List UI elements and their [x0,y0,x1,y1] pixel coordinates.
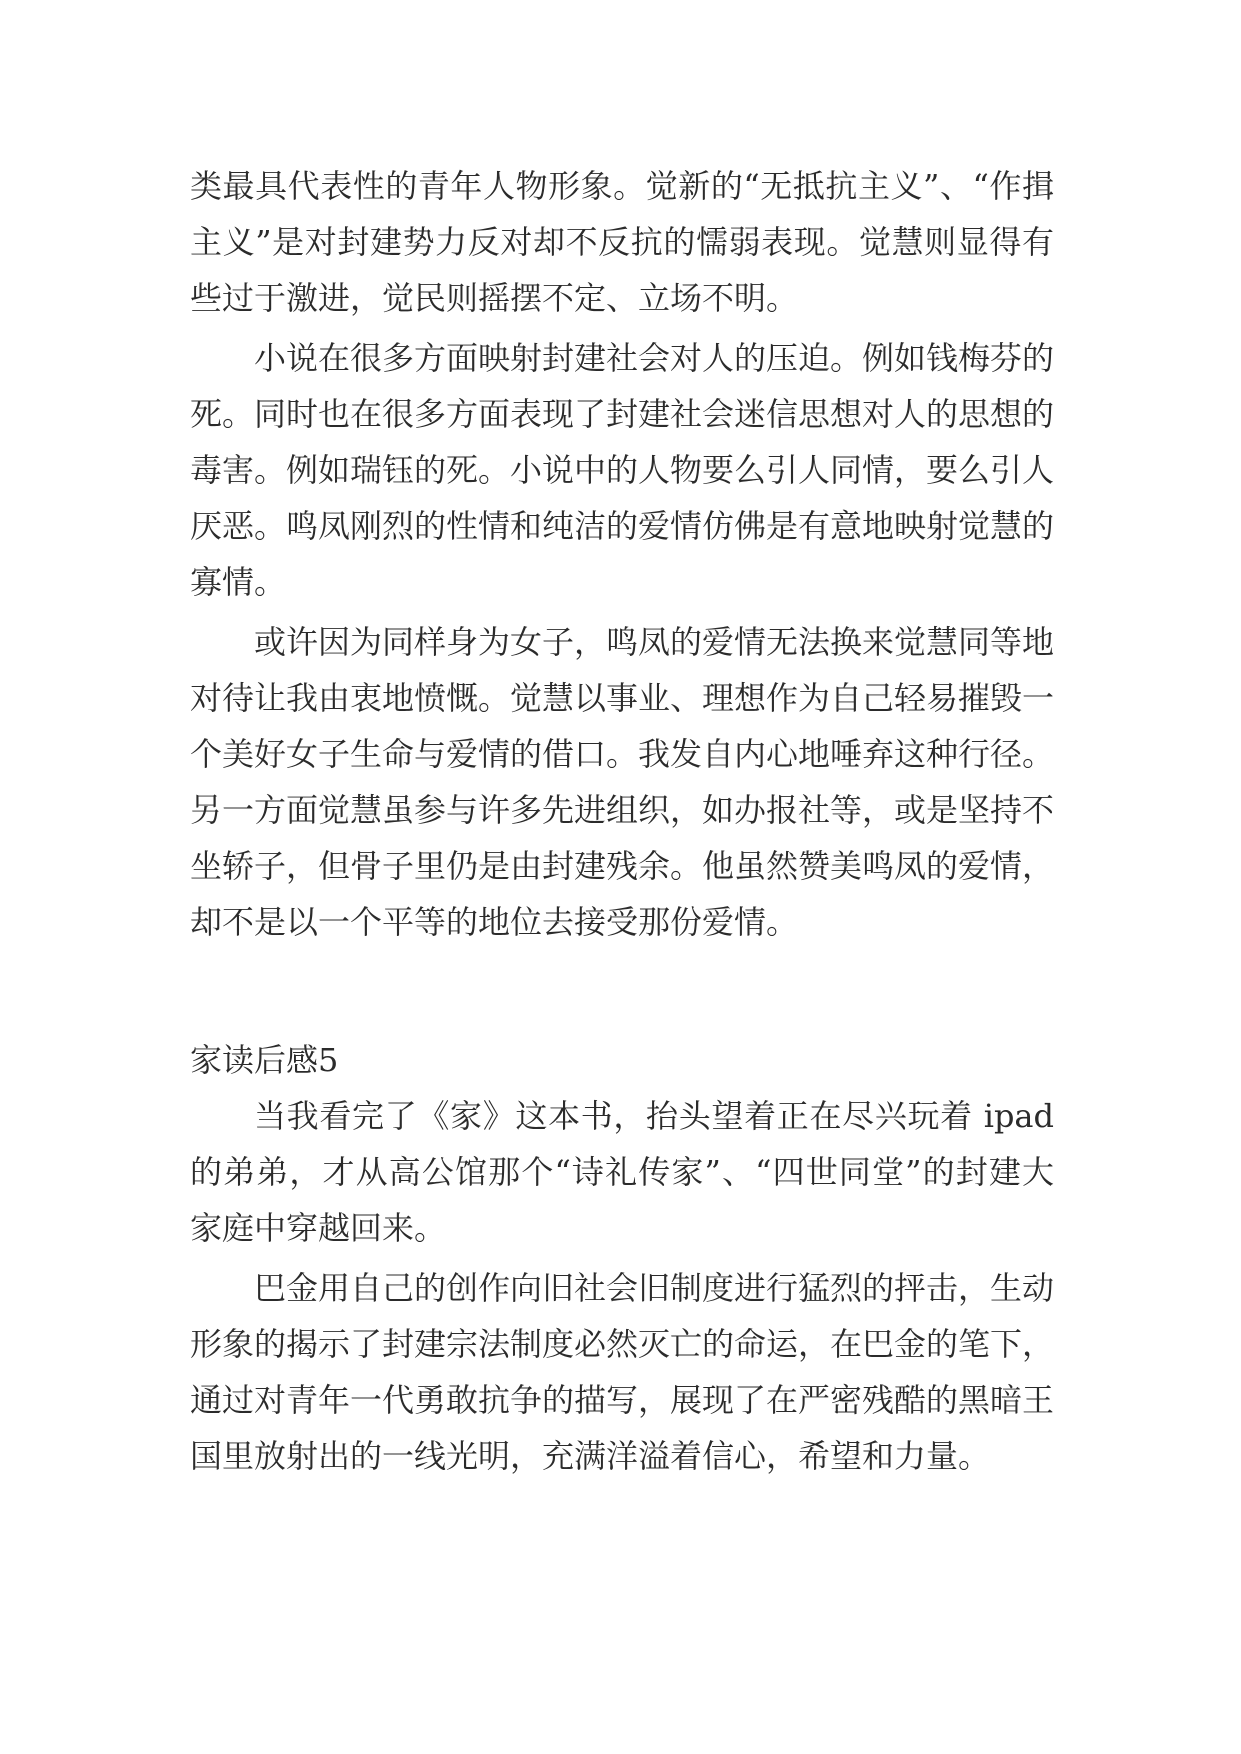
essay-section-1 [190,158,1054,950]
section-heading: 家读后感5 [190,1041,339,1079]
paragraph-5: 巴金用自己的创作向旧社会旧制度进行猛烈的抨击，生动形象的揭示了封建宗法制度必然灭亡的命运，在巴金的笔下，通过对青年一代勇敢抗争的描写，展现了在严密残酷的黑暗王国里放射出的一线光明，充满洋溢着信心，希望和力量。 [190,1269,1055,1475]
essay-section-2 [190,1032,1054,1484]
paragraph-2: 小说在很多方面映射封建社会对人的压迫。例如钱梅芬的死。同时也在很多方面表现了封建社会迷信思想对人的思想的毒害。例如瑞钰的死。小说中的人物要么引人同情，要么引人厌恶。鸣凤刚烈的性情和纯洁的爱情仿佛是有意地映射觉慧的寡情。 [190,339,1055,601]
paragraph-3: 或许因为同样身为女子，鸣凤的爱情无法换来觉慧同等地对待让我由衷地愤慨。觉慧以事业、理想作为自己轻易摧毁一个美好女子生命与爱情的借口。我发自内心地唾弃这种行径。另一方面觉慧虽参与许多先进组织，如办报社等，或是坚持不坐轿子，但骨子里仍是由封建残余。他虽然赞美鸣凤的爱情，却不是以一个平等的地位去接受那份爱情。 [190,623,1055,941]
paragraph-4: 当我看完了《家》这本书，抬头望着正在尽兴玩着 ipad 的弟弟，才从高公馆那个“诗礼传家”、“四世同堂”的封建大家庭中穿越回来。 [190,1097,1054,1247]
paragraph-1: 类最具代表性的青年人物形象。觉新的“无抵抗主义”、“作揖主义”是对封建势力反对却不反抗的懦弱表现。觉慧则显得有些过于激进，觉民则摇摆不定、立场不明。 [190,167,1054,317]
